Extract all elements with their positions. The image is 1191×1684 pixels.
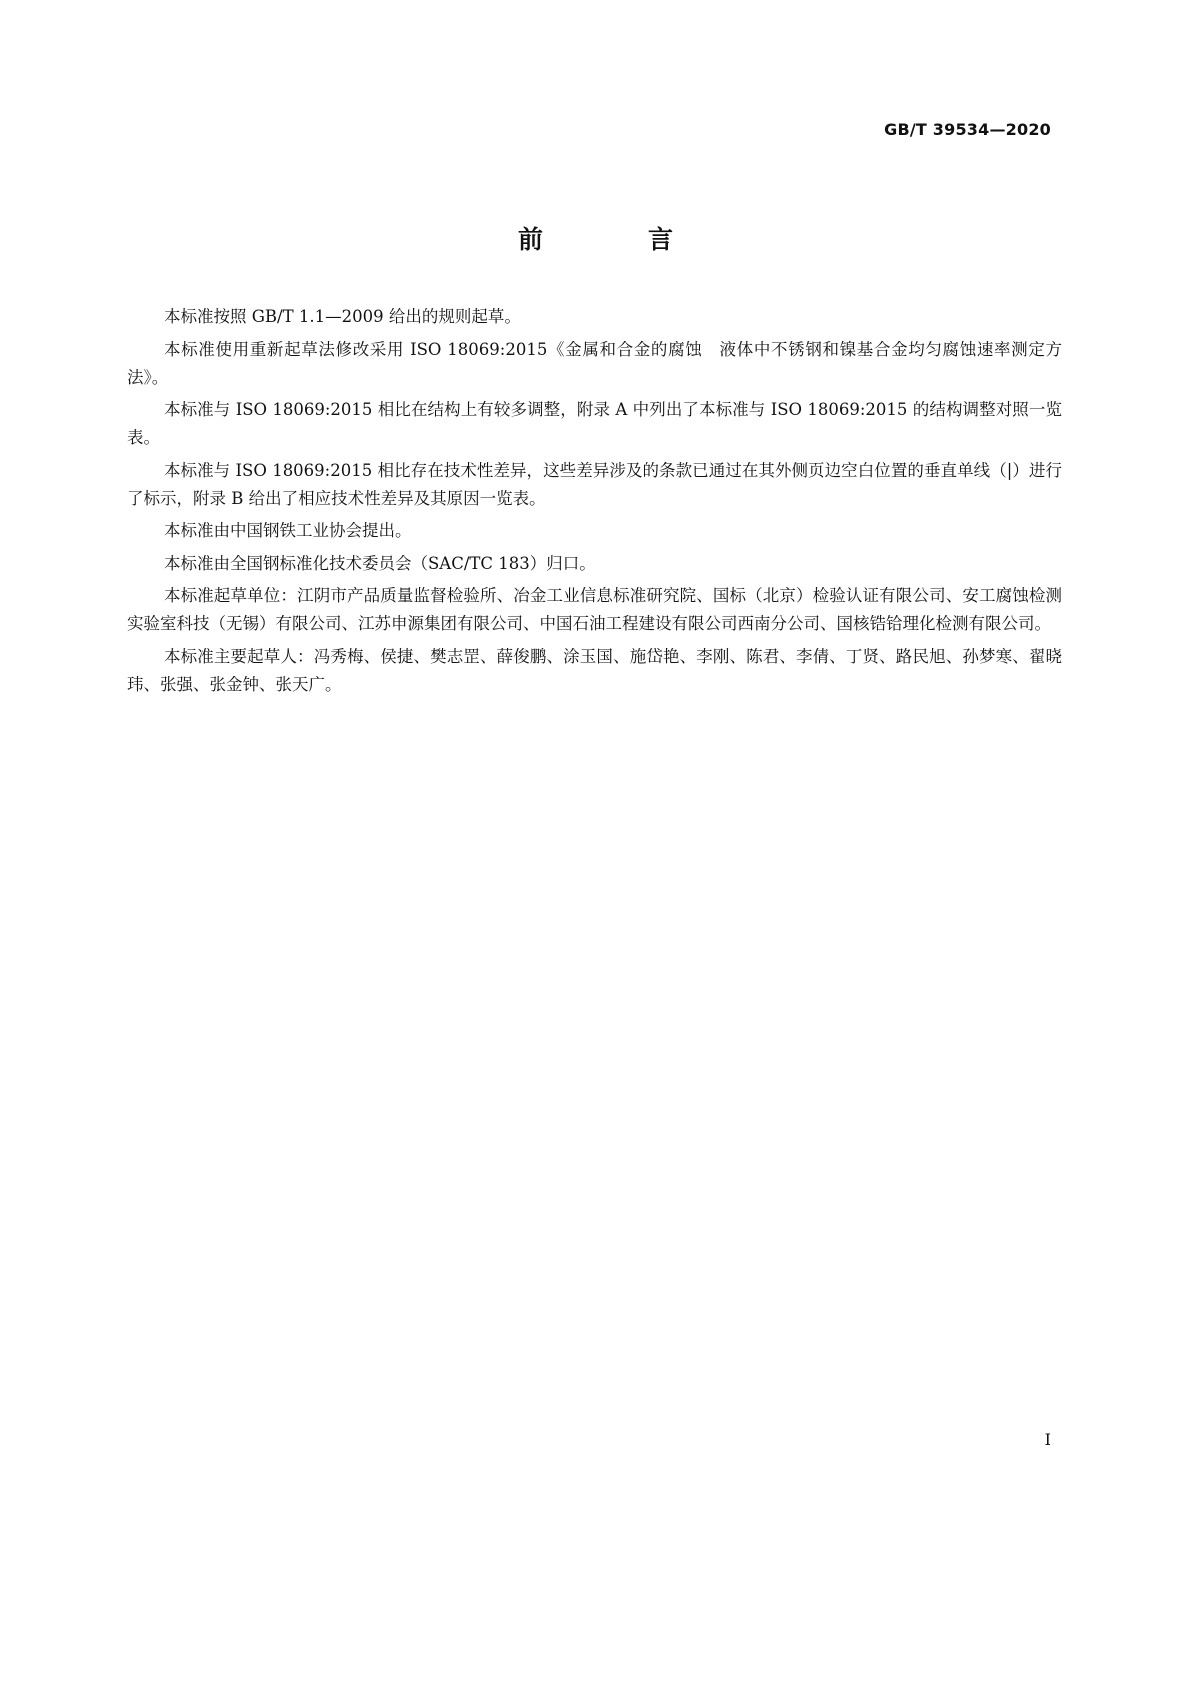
standard-number-header: GB/T 39534—2020	[884, 120, 1051, 139]
paragraph-technical-differences: 本标准与 ISO 18069:2015 相比存在技术性差异，这些差异涉及的条款已通过在其外侧页边空白位置的垂直单线（|）进行了标示，附录 B 给出了相应技术性差异及其原因一览表。	[127, 460, 1062, 508]
paragraph-structure-changes: 本标准与 ISO 18069:2015 相比在结构上有较多调整，附录 A 中列出了本标准与 ISO 18069:2015 的结构调整对照一览表。	[127, 400, 1062, 447]
paragraph-proposer: 本标准由中国钢铁工业协会提出。	[164, 521, 412, 540]
foreword-body	[127, 303, 1062, 703]
page-title: 前 言	[517, 225, 713, 254]
paragraph-drafting-rules: 本标准按照 GB/T 1.1—2009 给出的规则起草。	[164, 307, 521, 326]
page-number: I	[1044, 1430, 1051, 1449]
paragraph-adoption: 本标准使用重新起草法修改采用 ISO 18069:2015《金属和合金的腐蚀 液体中不锈钢和镍基合金均匀腐蚀速率测定方法》。	[127, 339, 1062, 387]
paragraph-drafting-units: 本标准起草单位：江阴市产品质量监督检验所、冶金工业信息标准研究院、国标（北京）检验认证有限公司、安工腐蚀检测实验室科技（无锡）有限公司、江苏申源集团有限公司、中国石油工程建设有限公司西南分公司、国核锆铪理化检测有限公司。	[127, 586, 1062, 633]
paragraph-drafters: 本标准主要起草人：冯秀梅、侯捷、樊志罡、薛俊鹏、涂玉国、施岱艳、李刚、陈君、李倩、丁贤、路民旭、孙梦寒、翟晓玮、张强、张金钟、张天广。	[127, 646, 1062, 694]
paragraph-technical-committee: 本标准由全国钢标准化技术委员会（SAC/TC 183）归口。	[164, 553, 596, 573]
